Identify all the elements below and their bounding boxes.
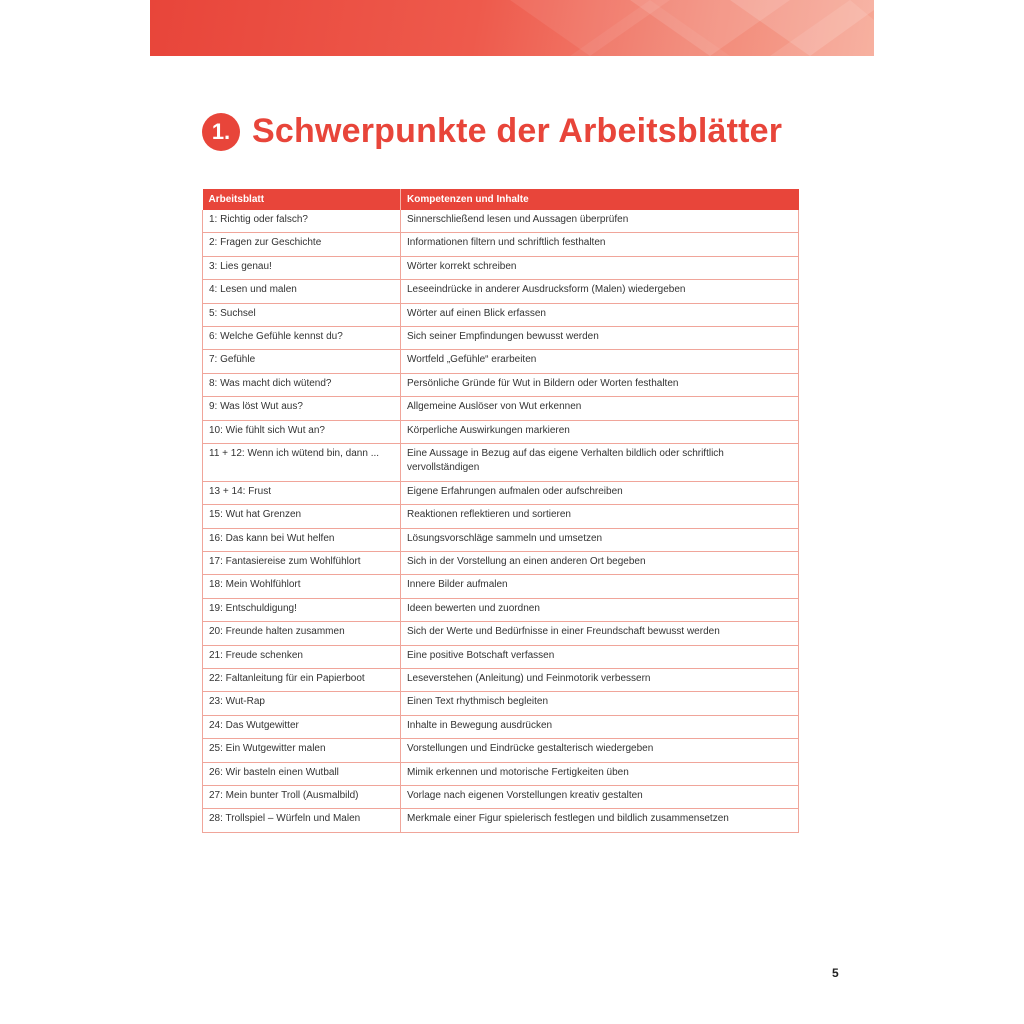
competency-cell: Wörter korrekt schreiben: [401, 256, 799, 279]
table-row: [203, 739, 799, 762]
worksheet-cell: 4: Lesen und malen: [203, 280, 401, 303]
table-row: [203, 481, 799, 504]
worksheet-cell: 11 + 12: Wenn ich wütend bin, dann ...: [203, 443, 401, 481]
worksheet-cell: 18: Mein Wohlfühlort: [203, 575, 401, 598]
competency-cell: Ideen bewerten und zuordnen: [401, 598, 799, 621]
competency-cell: Leseeindrücke in anderer Ausdrucksform (Malen) wiedergeben: [401, 280, 799, 303]
table-row: [203, 762, 799, 785]
competency-cell: Eine Aussage in Bezug auf das eigene Verhalten bildlich oder schriftlich vervollständigen: [401, 443, 799, 481]
worksheet-cell: 8: Was macht dich wütend?: [203, 373, 401, 396]
table-row: [203, 715, 799, 738]
worksheet-cell: 6: Welche Gefühle kennst du?: [203, 326, 401, 349]
worksheet-cell: 2: Fragen zur Geschichte: [203, 233, 401, 256]
table-row: [203, 420, 799, 443]
competency-cell: Merkmale einer Figur spielerisch festlegen und bildlich zusammensetzen: [401, 809, 799, 832]
worksheet-cell: 23: Wut-Rap: [203, 692, 401, 715]
worksheet-cell: 24: Das Wutgewitter: [203, 715, 401, 738]
worksheet-cell: 21: Freude schenken: [203, 645, 401, 668]
competency-cell: Inhalte in Bewegung ausdrücken: [401, 715, 799, 738]
table-row: [203, 692, 799, 715]
competency-cell: Sich der Werte und Bedürfnisse in einer Freundschaft bewusst werden: [401, 622, 799, 645]
worksheet-cell: 17: Fantasiereise zum Wohlfühlort: [203, 552, 401, 575]
section-heading: [202, 112, 782, 151]
worksheet-cell: 5: Suchsel: [203, 303, 401, 326]
column-header-competencies: Kompetenzen und Inhalte: [401, 189, 799, 210]
table-header-row: [203, 189, 799, 210]
header-decoration-band: [150, 0, 874, 56]
competency-cell: Eigene Erfahrungen aufmalen oder aufschreiben: [401, 481, 799, 504]
competency-cell: Sich in der Vorstellung an einen anderen Ort begeben: [401, 552, 799, 575]
table-row: [203, 505, 799, 528]
worksheet-cell: 25: Ein Wutgewitter malen: [203, 739, 401, 762]
worksheet-cell: 7: Gefühle: [203, 350, 401, 373]
table-row: [203, 256, 799, 279]
competency-cell: Persönliche Gründe für Wut in Bildern oder Worten festhalten: [401, 373, 799, 396]
table-row: [203, 326, 799, 349]
worksheet-cell: 26: Wir basteln einen Wutball: [203, 762, 401, 785]
table-row: [203, 809, 799, 832]
competency-cell: Reaktionen reflektieren und sortieren: [401, 505, 799, 528]
competency-cell: Wortfeld „Gefühle“ erarbeiten: [401, 350, 799, 373]
table-row: [203, 303, 799, 326]
document-page: [150, 0, 874, 1024]
competency-cell: Wörter auf einen Blick erfassen: [401, 303, 799, 326]
competency-cell: Informationen filtern und schriftlich festhalten: [401, 233, 799, 256]
worksheet-cell: 22: Faltanleitung für ein Papierboot: [203, 669, 401, 692]
worksheet-cell: 10: Wie fühlt sich Wut an?: [203, 420, 401, 443]
table-row: [203, 233, 799, 256]
table-row: [203, 785, 799, 808]
table-row: [203, 443, 799, 481]
table-row: [203, 645, 799, 668]
table-row: [203, 598, 799, 621]
competency-cell: Lösungsvorschläge sammeln und umsetzen: [401, 528, 799, 551]
competency-cell: Sinnerschließend lesen und Aussagen überprüfen: [401, 210, 799, 233]
competency-cell: Sich seiner Empfindungen bewusst werden: [401, 326, 799, 349]
table-row: [203, 575, 799, 598]
worksheet-cell: 28: Trollspiel – Würfeln und Malen: [203, 809, 401, 832]
table-row: [203, 350, 799, 373]
competency-cell: Eine positive Botschaft verfassen: [401, 645, 799, 668]
worksheet-cell: 27: Mein bunter Troll (Ausmalbild): [203, 785, 401, 808]
table-row: [203, 397, 799, 420]
page-number: 5: [832, 966, 839, 980]
table-row: [203, 280, 799, 303]
table-row: [203, 373, 799, 396]
worksheet-table-container: [202, 189, 798, 833]
page-title: Schwerpunkte der Arbeitsblätter: [252, 112, 783, 150]
table-row: [203, 210, 799, 233]
competency-cell: Körperliche Auswirkungen markieren: [401, 420, 799, 443]
competency-cell: Einen Text rhythmisch begleiten: [401, 692, 799, 715]
worksheet-table: [202, 189, 799, 833]
worksheet-cell: 16: Das kann bei Wut helfen: [203, 528, 401, 551]
worksheet-cell: 9: Was löst Wut aus?: [203, 397, 401, 420]
worksheet-cell: 15: Wut hat Grenzen: [203, 505, 401, 528]
table-body: [203, 210, 799, 832]
worksheet-cell: 1: Richtig oder falsch?: [203, 210, 401, 233]
worksheet-cell: 3: Lies genau!: [203, 256, 401, 279]
competency-cell: Innere Bilder aufmalen: [401, 575, 799, 598]
section-number-badge: 1.: [202, 113, 240, 151]
table-row: [203, 528, 799, 551]
worksheet-cell: 13 + 14: Frust: [203, 481, 401, 504]
worksheet-cell: 19: Entschuldigung!: [203, 598, 401, 621]
competency-cell: Leseverstehen (Anleitung) und Feinmotorik verbessern: [401, 669, 799, 692]
table-row: [203, 552, 799, 575]
worksheet-cell: 20: Freunde halten zusammen: [203, 622, 401, 645]
table-row: [203, 622, 799, 645]
competency-cell: Vorlage nach eigenen Vorstellungen kreativ gestalten: [401, 785, 799, 808]
competency-cell: Allgemeine Auslöser von Wut erkennen: [401, 397, 799, 420]
table-row: [203, 669, 799, 692]
competency-cell: Mimik erkennen und motorische Fertigkeiten üben: [401, 762, 799, 785]
competency-cell: Vorstellungen und Eindrücke gestalterisch wiedergeben: [401, 739, 799, 762]
column-header-worksheet: Arbeitsblatt: [203, 189, 401, 210]
